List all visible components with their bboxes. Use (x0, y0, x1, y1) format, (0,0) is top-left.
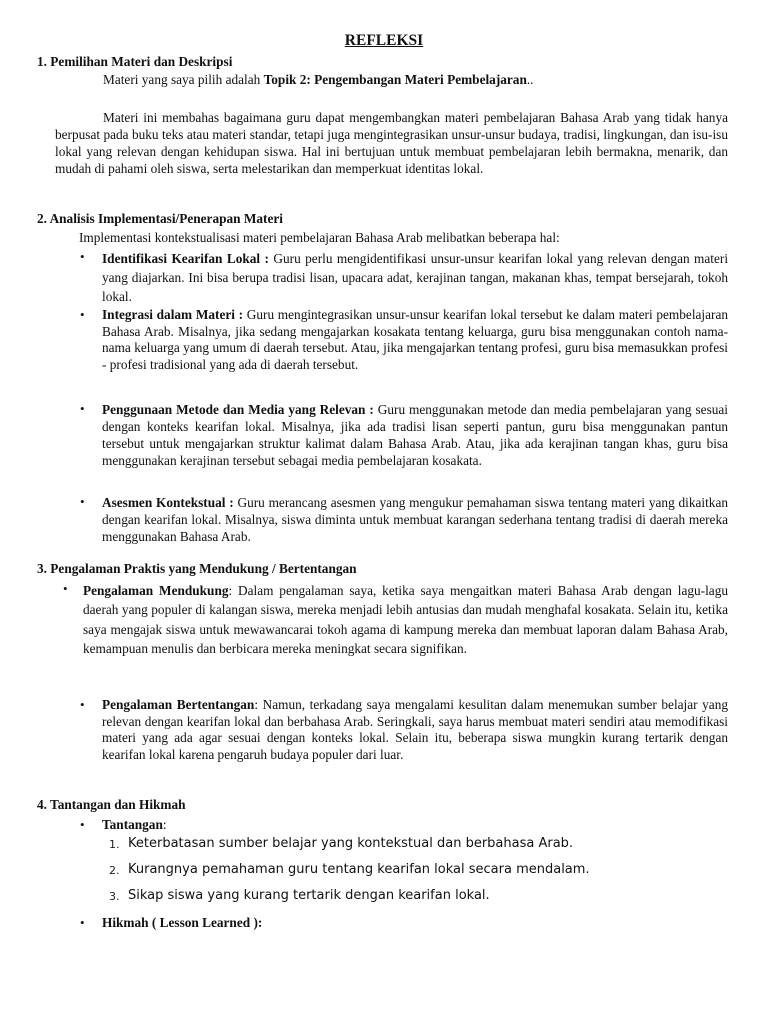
item-text: : Dalam pengalaman saya, ketika saya mengaitkan materi Bahasa Arab dengan lagu-lagu daerah yang populer di kalangan siswa, mereka menjadi lebih antusias dan mudah menghafal kosakata. Selain itu, ketika saya mengajak siswa untuk mewawancarai tokoh agama di kampung mereka dan membuat laporan dalam Bahasa Arab, kemampuan menulis dan berbicara mereka meningkat secara signifikan. (83, 583, 729, 657)
section-1-topic: Topik 2: Pengembangan Materi Pembelajaran (263, 72, 527, 87)
tantangan-label (102, 817, 167, 833)
item-text: Guru perlu mengidentifikasi unsur-unsur kearifan lokal yang relevan dengan materi yang diajarkan. Ini bisa berupa tradisi lisan, upacara adat, kerajinan tangan, makanan khas, tempat bersejarah, tokoh lokal. (102, 251, 729, 305)
item-title: Identifikasi Kearifan Lokal : (102, 251, 269, 266)
document-title: REFLEKSI (344, 32, 424, 49)
list-number: 3. (109, 890, 120, 903)
bullet-icon: • (80, 494, 85, 509)
bullet-icon: • (63, 581, 68, 596)
bullet-icon: • (80, 817, 85, 832)
list-item (102, 697, 728, 763)
item-title: Pengalaman Bertentangan (102, 697, 255, 712)
item-text: Guru merancang asesmen yang mengukur pemahaman siswa tentang materi yang dikaitkan dengan kearifan lokal. Misalnya, siswa diminta untuk membuat karangan sederhana tentang tradisi di daerah mereka menggunakan Bahasa Arab. (102, 495, 728, 544)
list-item (102, 401, 728, 469)
list-item (102, 249, 728, 307)
section-1-intro (103, 72, 534, 88)
section-2-heading: 2. Analisis Implementasi/Penerapan Materi (37, 211, 283, 226)
list-item (102, 494, 728, 545)
bullet-icon: • (80, 249, 85, 264)
tantangan-item: Sikap siswa yang kurang tertarik dengan kearifan lokal. (128, 888, 490, 903)
section-1-paragraph: Materi ini membahas bagaimana guru dapat mengembangkan materi pembelajaran Bahasa Arab yang tidak hanya berpusat pada buku teks atau materi standar, tetapi juga mengintegrasikan unsur-unsur budaya, tradisi, lingkungan, dan isu-isu lokal yang relevan dengan kehidupan siswa. Hal ini bertujuan untuk membuat pembelajaran lebih bermakna, menarik, dan mudah di pahami oleh siswa, serta melestarikan dan memperkuat identitas lokal. (55, 110, 728, 176)
hikmah-label: Hikmah ( Lesson Learned ): (102, 915, 263, 930)
bullet-icon: • (80, 697, 85, 712)
tantangan-colon: : (162, 817, 167, 832)
section-2-intro: Implementasi kontekstualisasi materi pembelajaran Bahasa Arab melibatkan beberapa hal: (79, 230, 560, 245)
tantangan-item: Kurangnya pemahaman guru tentang kearifan lokal secara mendalam. (128, 862, 590, 877)
section-3-heading: 3. Pengalaman Praktis yang Mendukung / Bertentangan (37, 561, 357, 576)
item-title: Penggunaan Metode dan Media yang Relevan : (102, 402, 374, 417)
section-1-heading: 1. Pemilihan Materi dan Deskripsi (37, 54, 233, 69)
list-number: 2. (109, 864, 120, 877)
tantangan-title: Tantangan (102, 817, 163, 832)
section-1-intro-suffix: .. (526, 72, 534, 87)
item-text: Guru mengintegrasikan unsur-unsur kearifan lokal tersebut ke dalam materi pembelajaran Bahasa Arab. Misalnya, jika sedang mengajarkan kosakata tentang keluarga, guru bisa menggunakan contoh nama-nama keluarga yang umum di daerah tersebut. Atau, jika mengajarkan tentang profesi, guru bisa memasukkan profesi - profesi tradisional yang ada di daerah tersebut. (102, 307, 728, 372)
list-number: 1. (109, 838, 120, 851)
section-1-intro-prefix: Materi yang saya pilih adalah (103, 72, 264, 87)
bullet-icon: • (80, 401, 85, 416)
tantangan-item: Keterbatasan sumber belajar yang kontekstual dan berbahasa Arab. (128, 836, 574, 851)
item-title: Integrasi dalam Materi : (102, 307, 244, 322)
bullet-icon: • (80, 915, 85, 930)
bullet-icon: • (80, 307, 85, 322)
item-title: Pengalaman Mendukung (83, 583, 229, 598)
item-text: Guru menggunakan metode dan media pembelajaran yang sesuai dengan konteks kearifan lokal. Misalnya, jika ada tradisi lisan seperti pantun, guru bisa menggunakan pantun tersebut untuk mengajarkan struktur kalimat dalam Bahasa Arab. Atau, jika ada kerajinan tangan khas, guru bisa menggunakan kerajinan tersebut sebagai media pembelajaran kosakata. (102, 402, 728, 468)
section-4-heading: 4. Tantangan dan Hikmah (37, 797, 186, 812)
item-title: Asesmen Kontekstual : (102, 495, 234, 510)
list-item (83, 581, 728, 659)
item-text: : Namun, terkadang saya mengalami kesulitan dalam menemukan sumber belajar yang relevan dengan kearifan lokal dan berbahasa Arab. Seringkali, saya harus membuat materi sendiri atau memodifikasi materi yang ada agar sesuai dengan konteks lokal. Selain itu, beberapa siswa mungkin kurang tertarik dengan kearifan lokal karena pengaruh budaya populer dari luar. (102, 697, 728, 762)
list-item (102, 307, 728, 373)
